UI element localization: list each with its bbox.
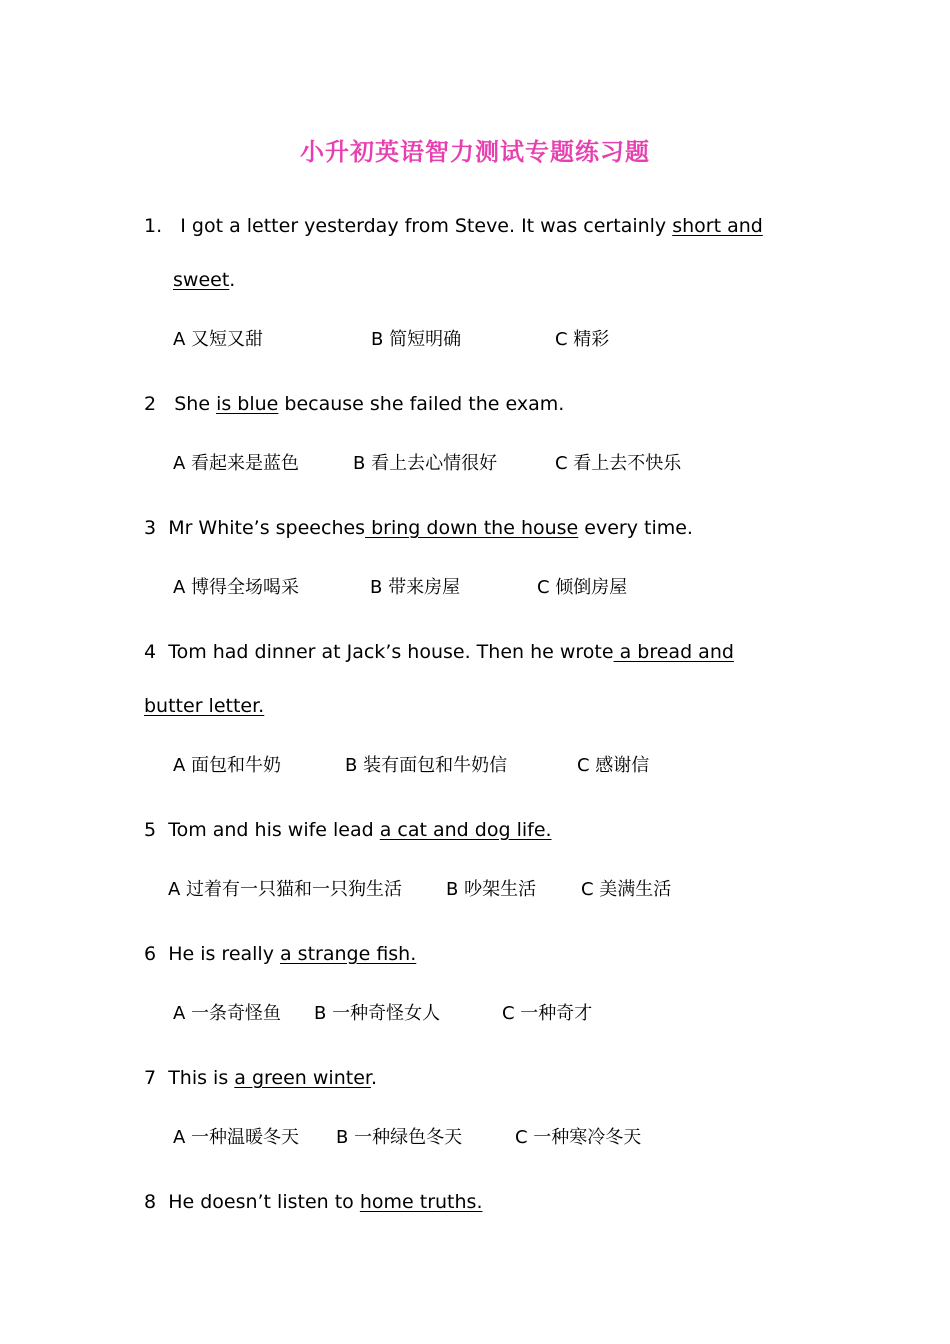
option-b: B 装有面包和牛奶信 bbox=[345, 755, 508, 776]
underlined-phrase: a cat and dog life. bbox=[379, 819, 552, 841]
question-2 bbox=[144, 392, 564, 416]
option-b: B 简短明确 bbox=[371, 329, 462, 350]
option-b: B 一种奇怪女人 bbox=[314, 1003, 441, 1024]
question-text: He is really bbox=[168, 943, 280, 965]
question-number: 8 bbox=[144, 1191, 157, 1213]
option-b: B 吵架生活 bbox=[446, 879, 537, 900]
question-6 bbox=[144, 942, 416, 966]
underlined-phrase: home truths. bbox=[359, 1191, 483, 1213]
underlined-phrase: sweet bbox=[173, 269, 230, 291]
option-a: A 面包和牛奶 bbox=[173, 755, 282, 776]
underlined-phrase: is blue bbox=[216, 393, 279, 415]
option-c: C 精彩 bbox=[555, 329, 610, 350]
question-text: . bbox=[370, 1067, 377, 1089]
question-text: . bbox=[229, 269, 236, 291]
option-c: C 看上去不快乐 bbox=[555, 453, 682, 474]
question-text: He doesn’t listen to bbox=[168, 1191, 360, 1213]
question-8 bbox=[144, 1190, 482, 1214]
question-text: She bbox=[174, 393, 217, 415]
underlined-phrase: butter letter. bbox=[144, 695, 265, 717]
option-b: B 一种绿色冬天 bbox=[336, 1127, 463, 1148]
question-number: 3 bbox=[144, 517, 157, 539]
option-b: B 带来房屋 bbox=[370, 577, 461, 598]
question-number: 2 bbox=[144, 393, 157, 415]
option-a: A 博得全场喝采 bbox=[173, 577, 300, 598]
option-c: C 倾倒房屋 bbox=[537, 577, 628, 598]
question-1-line-1 bbox=[144, 214, 763, 238]
question-number: 5 bbox=[144, 819, 157, 841]
underlined-phrase: short and bbox=[672, 215, 763, 237]
question-text: This is bbox=[168, 1067, 235, 1089]
option-a: A 一种温暖冬天 bbox=[173, 1127, 300, 1148]
question-5 bbox=[144, 818, 552, 842]
option-a: A 看起来是蓝色 bbox=[173, 453, 300, 474]
question-4-line-2 bbox=[144, 694, 264, 718]
question-3 bbox=[144, 516, 693, 540]
option-a: A 又短又甜 bbox=[173, 329, 264, 350]
question-text: Mr White’s speeches bbox=[168, 517, 366, 539]
underlined-phrase: a strange fish. bbox=[280, 943, 417, 965]
question-text: every time. bbox=[578, 517, 693, 539]
question-text: Tom and his wife lead bbox=[168, 819, 380, 841]
underlined-phrase: a green winter bbox=[234, 1067, 371, 1089]
option-c: C 一种奇才 bbox=[502, 1003, 593, 1024]
question-text: because she failed the exam. bbox=[278, 393, 565, 415]
question-number: 4 bbox=[144, 641, 157, 663]
underlined-phrase: bring down the house bbox=[365, 517, 579, 539]
question-1-line-2 bbox=[173, 268, 235, 292]
question-number: 7 bbox=[144, 1067, 157, 1089]
page-title: 小升初英语智力测试专题练习题 bbox=[300, 137, 650, 166]
option-c: C 一种寒冷冬天 bbox=[515, 1127, 642, 1148]
question-7 bbox=[144, 1066, 377, 1090]
option-c: C 感谢信 bbox=[577, 755, 650, 776]
question-text: Tom had dinner at Jack’s house. Then he wrote bbox=[168, 641, 614, 663]
question-4-line-1 bbox=[144, 640, 734, 664]
underlined-phrase: a bread and bbox=[613, 641, 734, 663]
option-a: A 一条奇怪鱼 bbox=[173, 1003, 282, 1024]
question-number: 6 bbox=[144, 943, 157, 965]
question-number: 1. bbox=[144, 215, 163, 237]
question-text: I got a letter yesterday from Steve. It was certainly bbox=[180, 215, 673, 237]
option-a: A 过着有一只猫和一只狗生活 bbox=[168, 879, 403, 900]
option-b: B 看上去心情很好 bbox=[353, 453, 498, 474]
option-c: C 美满生活 bbox=[581, 879, 672, 900]
